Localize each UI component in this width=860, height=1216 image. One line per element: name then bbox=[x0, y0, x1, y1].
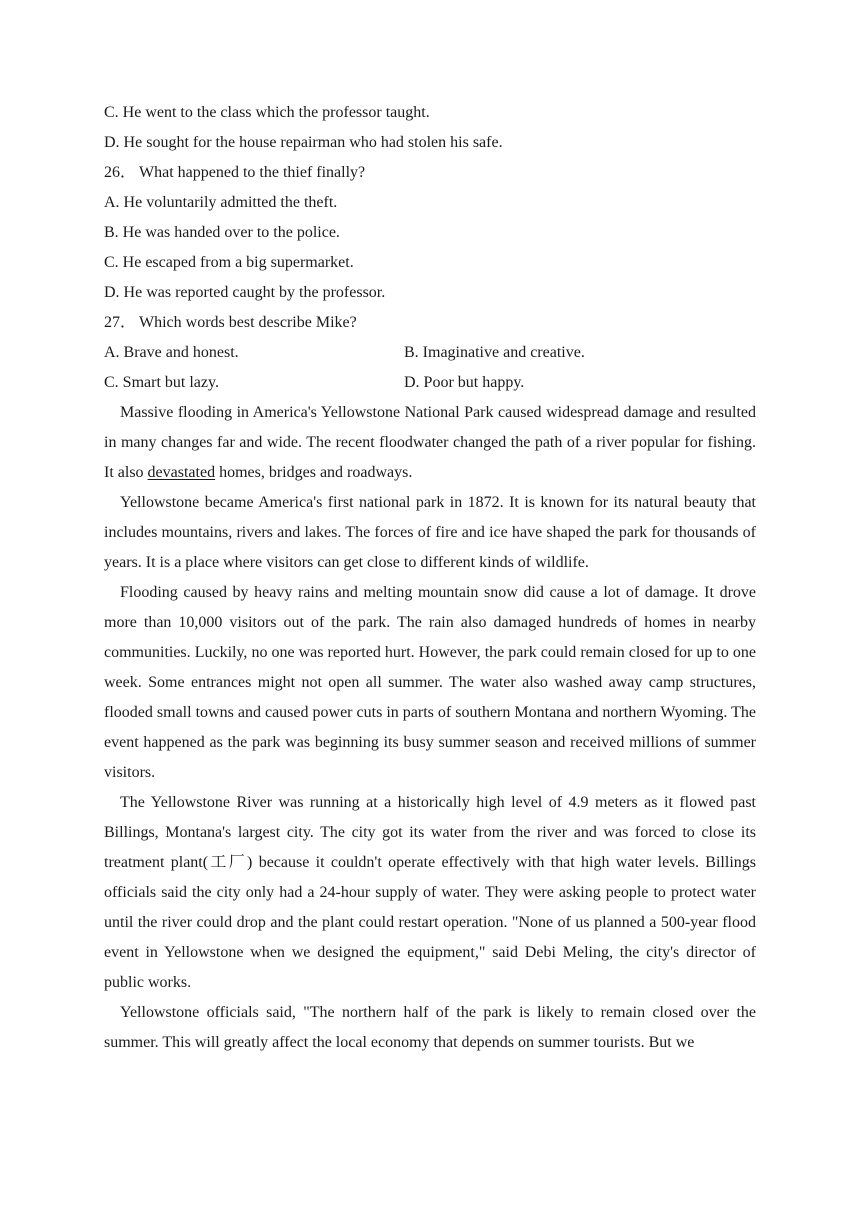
q25-option-d: D. He sought for the house repairman who had stolen his safe. bbox=[104, 134, 503, 151]
question-27-number: 27． bbox=[104, 314, 137, 331]
question-26 bbox=[104, 158, 756, 188]
q27-options-row-2 bbox=[104, 368, 756, 398]
passage-paragraph-5: Yellowstone officials said, "The northern half of the park is likely to remain closed over the summer. This will greatly affect the local economy that depends on summer tourists. But we bbox=[104, 1004, 756, 1051]
passage-p1-after: homes, bridges and roadways. bbox=[215, 464, 413, 481]
q25-option-c: C. He went to the class which the professor taught. bbox=[104, 104, 430, 121]
underlined-word: devastated bbox=[147, 464, 216, 481]
question-27-text: Which words best describe Mike? bbox=[139, 314, 357, 331]
q26-option-b: B. He was handed over to the police. bbox=[104, 224, 340, 241]
passage-p1-before: Massive flooding in America's Yellowstone National Park caused widespread damage and resulted in many changes far and wide. The recent floodwater changed the path of a river popular for fishing. It also bbox=[104, 404, 756, 481]
passage-paragraph-2: Yellowstone became America's first national park in 1872. It is known for its natural beauty that includes mountains, rivers and lakes. The forces of fire and ice have shaped the park for thousands of years. It is a place where visitors can get close to different kinds of wildlife. bbox=[104, 494, 756, 571]
question-26-number: 26． bbox=[104, 164, 137, 181]
q27-option-c: C. Smart but lazy. bbox=[104, 374, 219, 391]
q26-option-a: A. He voluntarily admitted the theft. bbox=[104, 194, 338, 211]
q27-option-d: D. Poor but happy. bbox=[404, 374, 525, 391]
question-27 bbox=[104, 308, 756, 338]
q26-option-c: C. He escaped from a big supermarket. bbox=[104, 254, 354, 271]
passage-paragraph-1 bbox=[104, 398, 756, 488]
q27-options-row-1 bbox=[104, 338, 756, 368]
q26-option-d: D. He was reported caught by the professor. bbox=[104, 284, 386, 301]
q27-option-b: B. Imaginative and creative. bbox=[404, 344, 585, 361]
passage-paragraph-3: Flooding caused by heavy rains and melting mountain snow did cause a lot of damage. It drove more than 10,000 visitors out of the park. The rain also damaged hundreds of homes in nearby communities. Luckily, no one was reported hurt. However, the park could remain closed for up to one week. Some entrances might not open all summer. The water also washed away camp structures, flooded small towns and caused power cuts in parts of southern Montana and northern Wyoming. The event happened as the park was beginning its busy summer season and received millions of summer visitors. bbox=[104, 584, 756, 781]
passage-paragraph-4: The Yellowstone River was running at a historically high level of 4.9 meters as it flowed past Billings, Montana's largest city. The city got its water from the river and was forced to close its treatment plant(工厂) because it couldn't operate effectively with that high water levels. Billings officials said the city only had a 24-hour supply of water. They were asking people to protect water until the river could drop and the plant could restart operation. "None of us planned a 500-year flood event in Yellowstone when we designed the equipment," said Debi Meling, the city's director of public works. bbox=[104, 794, 756, 991]
q27-option-a: A. Brave and honest. bbox=[104, 344, 239, 361]
document-page bbox=[104, 98, 756, 1058]
question-26-text: What happened to the thief finally? bbox=[139, 164, 366, 181]
